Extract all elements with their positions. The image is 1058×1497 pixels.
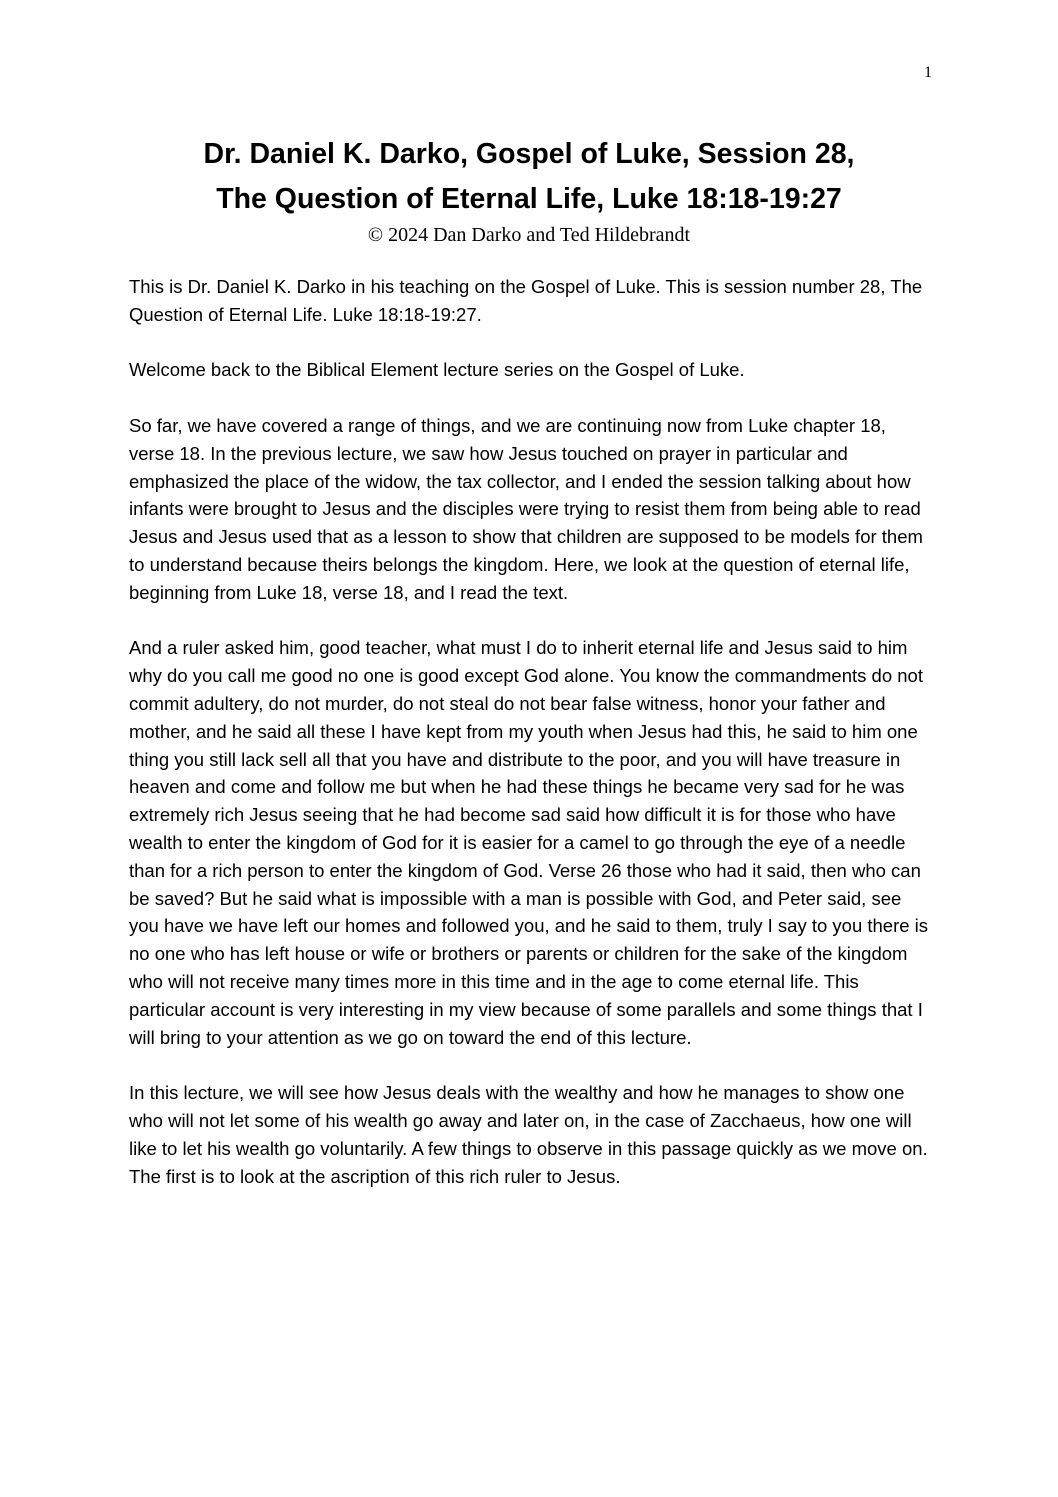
paragraph-scripture-text: And a ruler asked him, good teacher, what must I do to inherit eternal life and Jesus said to him why do you call me good no one is good except God alone. You know the commandments do not commit adultery, do not murder, do not steal do not bear false witness, honor your father and mother, and he said all these I have kept from my youth when Jesus had this, he said to him one thing you still lack sell all that you have and distribute to the poor, and you will have treasure in heaven and come and follow me but when he had these things he became very sad for he was extremely rich Jesus seeing that he had become sad said how difficult it is for those who have wealth to enter the kingdom of God for it is easier for a camel to go through the eye of a needle than for a rich person to enter the kingdom of God. Verse 26 those who had it said, then who can be saved? But he said what is impossible with a man is possible with God, and Peter said, see you have we have left our homes and followed you, and he said to them, truly I say to you there is no one who has left house or wife or brothers or parents or children for the sake of the kingdom who will not receive many times more in this time and in the age to come eternal life. This particular account is very interesting in my view because of some parallels and some things that I will bring to your attention as we go on toward the end of this lecture. [129, 637, 929, 1048]
title-line-1: Dr. Daniel K. Darko, Gospel of Luke, Session 28, [203, 138, 855, 170]
paragraph-previous-lecture: So far, we have covered a range of things, and we are continuing now from Luke chapter 18, verse 18. In the previous lecture, we saw how Jesus touched on prayer in particular and emphasized the place of the widow, the tax collector, and I ended the session talking about how infants were brought to Jesus and the disciples were trying to resist them from being able to read Jesus and Jesus used that as a lesson to show that children are supposed to be models for them to understand because theirs belongs the kingdom. Here, we look at the question of eternal life, beginning from Luke 18, verse 18, and I read the text. [129, 414, 923, 603]
page-number: 1 [924, 64, 932, 81]
paragraph-intro: This is Dr. Daniel K. Darko in his teaching on the Gospel of Luke. This is session number 28, The Question of Eternal Life. Luke 18:18-19:27. [129, 276, 923, 325]
paragraph-welcome: Welcome back to the Biblical Element lecture series on the Gospel of Luke. [129, 359, 745, 381]
title-line-2: The Question of Eternal Life, Luke 18:18-19:27 [216, 183, 842, 215]
document-title [60, 132, 998, 222]
document-body [129, 273, 929, 1218]
paragraph-lecture-overview: In this lecture, we will see how Jesus deals with the wealthy and how he manages to show one who will not let some of his wealth go away and later on, in the case of Zacchaeus, how one will like to let his wealth go voluntarily. A few things to observe in this passage quickly as we move on. The first is to look at the ascription of this rich ruler to Jesus. [129, 1082, 928, 1187]
copyright-notice: © 2024 Dan Darko and Ted Hildebrandt [367, 224, 691, 246]
